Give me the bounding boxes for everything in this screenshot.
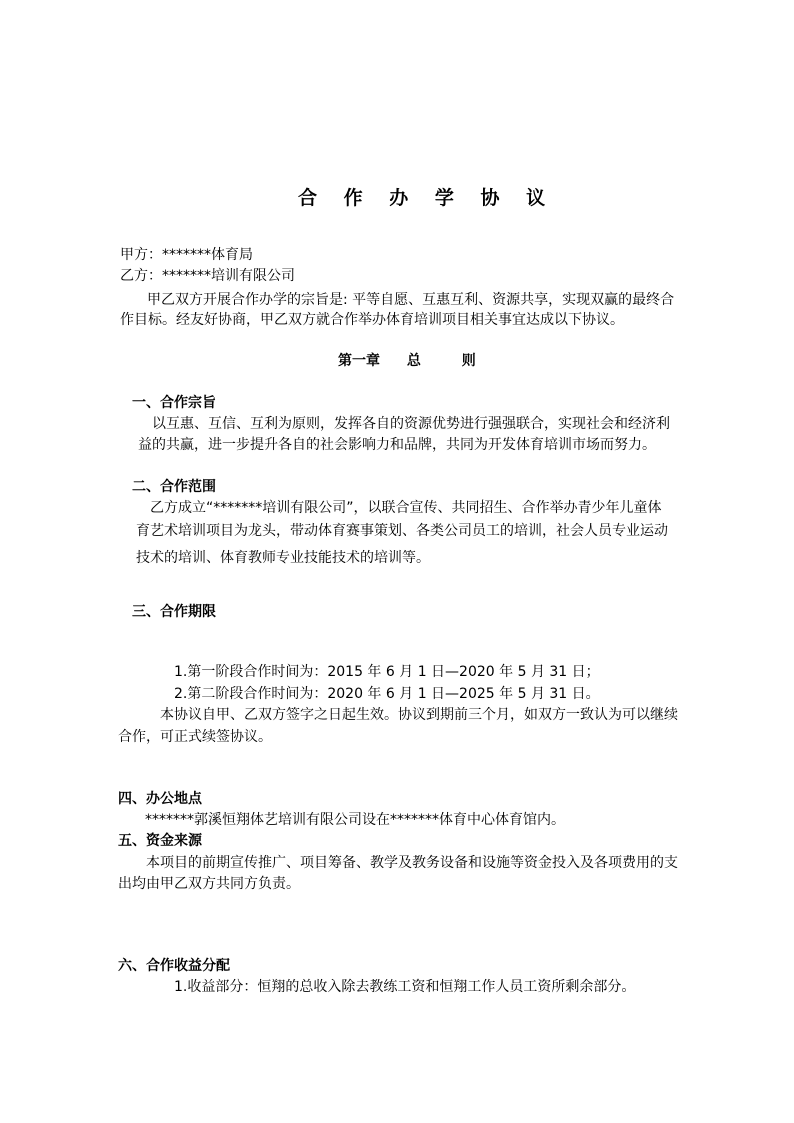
intro-line-2: 作目标。经友好协商，甲乙双方就合作举办体育培训项目相关事宜达成以下协议。 bbox=[120, 312, 624, 328]
section-1-line-1: 以互惠、互信、互利为原则，发挥各自的资源优势进行强强联合，实现社会和经济利 bbox=[152, 416, 670, 432]
section-3-item-1: 1.第一阶段合作时间为：2015 年 6 月 1 日—2020 年 5 月 31 日； bbox=[174, 664, 600, 680]
section-2-heading: 二、合作范围 bbox=[132, 479, 216, 495]
party-a: 甲方：*******体育局 bbox=[120, 247, 253, 263]
section-1-line-2: 益的共赢，进一步提升各自的社会影响力和品牌，共同为开发体育培训市场而努力。 bbox=[138, 437, 656, 453]
section-3-line-2: 合作，可正式续签协议。 bbox=[118, 729, 272, 745]
chapter-word-1: 总 bbox=[406, 353, 421, 369]
section-2-line-2: 育艺术培训项目为龙头，带动体育赛事策划、各类公司员工的培训，社会人员专业运动 bbox=[136, 523, 668, 539]
section-3-line-1: 本协议自甲、乙双方签字之日起生效。协议到期前三个月，如双方一致认为可以继续 bbox=[160, 707, 678, 723]
chapter-word-2: 则 bbox=[461, 353, 476, 369]
chapter-heading bbox=[338, 351, 476, 371]
section-2-line-1: 乙方成立“*******培训有限公司”，以联合宣传、共同招生、合作举办青少年儿童体 bbox=[150, 500, 662, 516]
section-6-item-1: 1.收益部分：恒翔的总收入除去教练工资和恒翔工作人员工资所剩余部分。 bbox=[174, 979, 636, 995]
section-3-heading: 三、合作期限 bbox=[132, 604, 216, 620]
section-5-heading: 五、资金来源 bbox=[118, 833, 202, 849]
page-title: 合 作 办 学 协 议 bbox=[298, 187, 556, 209]
section-3-item-2: 2.第二阶段合作时间为：2020 年 6 月 1 日—2025 年 5 月 31 日。 bbox=[174, 686, 600, 702]
section-1-heading: 一、合作宗旨 bbox=[132, 395, 216, 411]
section-5-line-1: 本项目的前期宣传推广、项目筹备、教学及教务设备和设施等资金投入及各项费用的支 bbox=[146, 855, 678, 871]
party-b: 乙方：*******培训有限公司 bbox=[120, 268, 295, 284]
section-4-line-1: *******郭溪恒翔体艺培训有限公司设在*******体育中心体育馆内。 bbox=[145, 812, 565, 828]
section-5-line-2: 出均由甲乙双方共同方负责。 bbox=[118, 876, 300, 892]
intro-line-1: 甲乙双方开展合作办学的宗旨是: 平等自愿、互惠互利、资源共享，实现双赢的最终合 bbox=[147, 292, 675, 308]
section-6-heading: 六、合作收益分配 bbox=[118, 958, 230, 974]
chapter-label: 第一章 bbox=[338, 353, 380, 369]
section-4-heading: 四、办公地点 bbox=[118, 791, 202, 807]
section-2-line-3: 技术的培训、体育教师专业技能技术的培训等。 bbox=[136, 550, 430, 566]
